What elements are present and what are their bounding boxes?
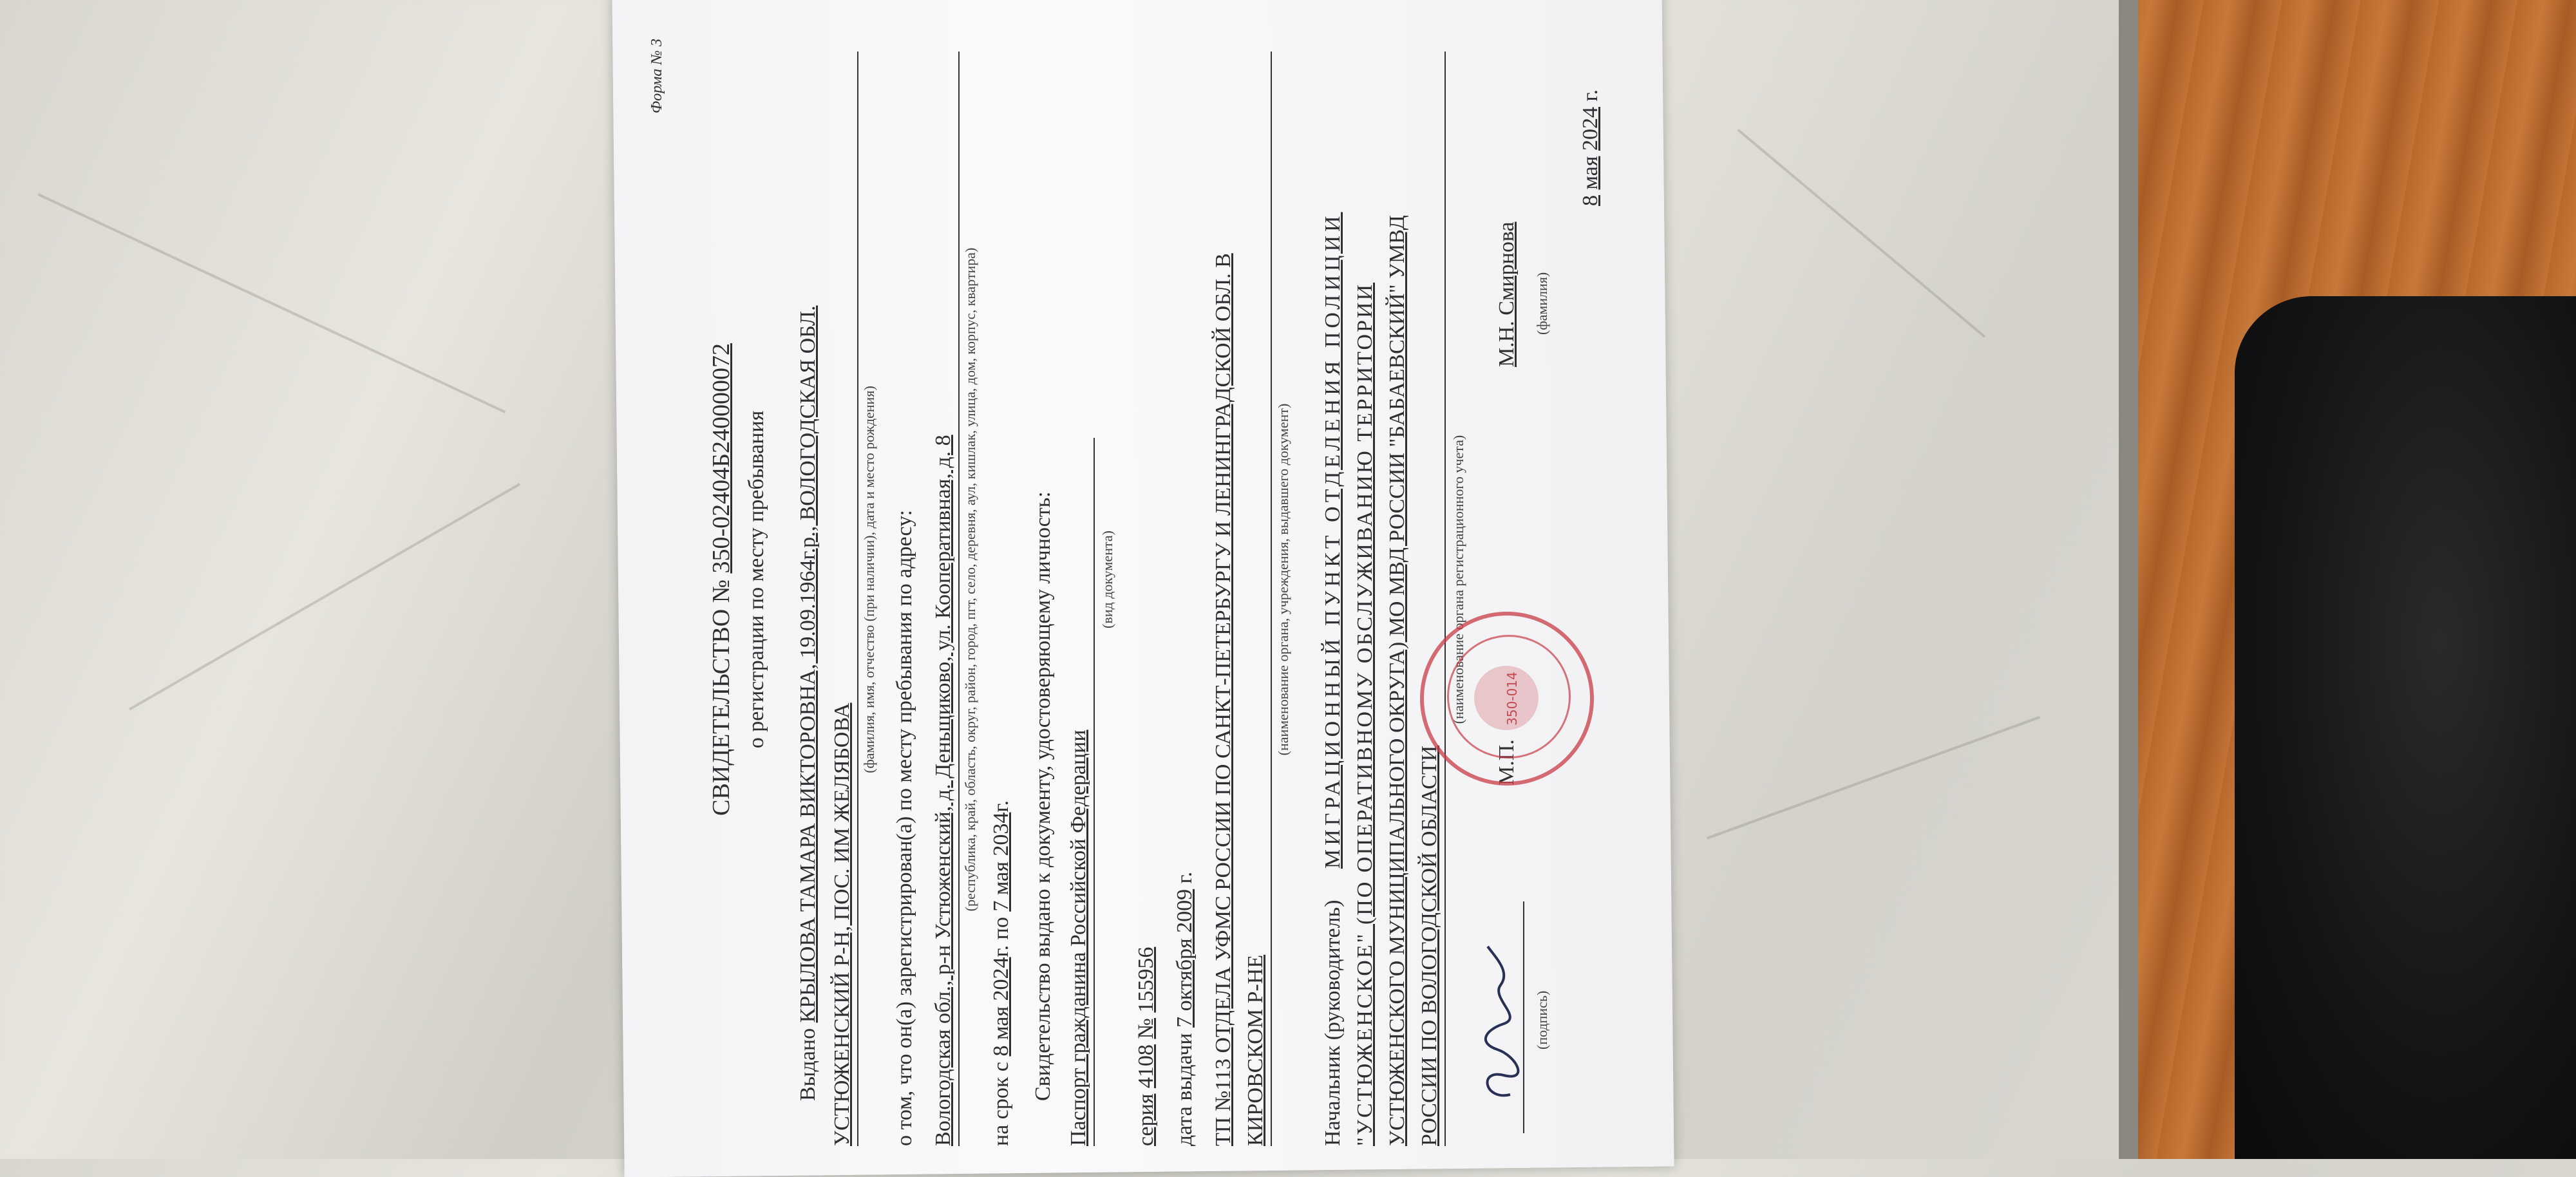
date-suffix: г. [1578, 89, 1602, 102]
official-stamp [1420, 612, 1594, 786]
date-year: 2024 [1578, 106, 1602, 151]
doc-title: СВИДЕТЕЛЬСТВО № [708, 579, 735, 816]
issue-date: 7 октября 2009 [1173, 889, 1197, 1028]
date-line [1575, 13, 1607, 206]
date-month: мая [1578, 156, 1602, 190]
period-from: 8 мая 2024 [989, 957, 1013, 1057]
head-line-3: УСТЮЖЕНСКОГО МУНИЦИПАЛЬНОГО ОКРУГА) МО МВД РОССИИ "БАБАЕВСКИЙ" УМВД [1385, 215, 1409, 1146]
number-label: № [1134, 1018, 1158, 1039]
address: Вологодская обл., р-н Устюженский, д. Деньщиково, ул. Кооперативная, д. 8 [931, 435, 955, 1146]
id-doc: Паспорт гражданина Российской Федерации [1066, 730, 1090, 1146]
date-day: 8 [1578, 195, 1602, 206]
table-edge [2119, 0, 2138, 1159]
period-suffix: г. [989, 800, 1013, 813]
person-hint: (фамилия, имя, отчество (при наличии), дата и место рождения) [861, 386, 877, 773]
marble-streak [129, 483, 520, 710]
registered-text: о том, что он(а) зарегистрирован(а) по месту пребывания по адресу: [893, 509, 916, 1146]
head-title: Начальник (руководитель) [1321, 899, 1345, 1146]
id-doc-hint: (вид документа) [1099, 531, 1115, 628]
issued-label: Выдано [796, 1028, 820, 1101]
stamp-text: 350-014 [1504, 672, 1520, 726]
issued-line [792, 13, 824, 1101]
title-line [705, 13, 737, 1146]
issuer-line-2: КИРОВСКОМ Р-НЕ [1244, 954, 1267, 1146]
issue-date-line [1169, 13, 1201, 1146]
birthplace: УСТЮЖЕНСКИЙ Р-Н, ПОС. ИМ ЖЕЛЯБОВА [830, 702, 854, 1146]
head-org-1: МИГРАЦИОННЫЙ ПУНКТ ОТДЕЛЕНИЯ ПОЛИЦИИ [1321, 212, 1345, 869]
head-hint: (наименование органа регистрационного учета) [1450, 435, 1466, 724]
period-prefix: на срок с [989, 1062, 1013, 1146]
issuer-line-1: ТП №113 ОТДЕЛА УФМС РОССИИ ПО САНКТ-ПЕТЕРБУРГУ И ЛЕНИНГРАДСКОЙ ОБЛ. В [1211, 253, 1235, 1146]
official-name: М.Н. Смирнова [1495, 221, 1519, 367]
issue-date-label: дата выдачи [1173, 1033, 1197, 1146]
address-hint: (республика, край, область, округ, район, город, пгт, село, деревня, аул, кишлак, улица, дом, корпус, квартира) [962, 247, 978, 912]
issuer-hint: (наименование органа, учреждения, выдавшего документ) [1275, 403, 1291, 756]
signature [1465, 940, 1530, 1107]
head-line-2: "УСТЮЖЕНСКОЕ" (ПО ОПЕРАТИВНОМУ ОБСЛУЖИВАНИЮ ТЕРРИТОРИИ [1353, 282, 1377, 1146]
dark-cloth [2235, 296, 2576, 1159]
surname-hint: (фамилия) [1534, 272, 1550, 335]
head-line-1 [1317, 13, 1349, 1146]
form-number: Форма № 3 [649, 39, 665, 114]
series-label: серия [1134, 1093, 1158, 1146]
period-to: 7 мая 2034 [989, 812, 1013, 912]
marble-streak [37, 193, 506, 413]
head-line-4: РОССИИ ПО ВОЛОГОДСКОЙ ОБЛАСТИ [1417, 745, 1441, 1146]
stamp-mp: М.П. [1495, 739, 1519, 786]
doc-number: 350-02404Б240000072 [708, 343, 735, 574]
doc-issued-text: Свидетельство выдано к документу, удостоверяющему личность: [1031, 491, 1055, 1101]
marble-streak [1707, 716, 2040, 840]
period-line [985, 13, 1018, 1146]
series-line [1130, 13, 1162, 1146]
doc-subtitle: о регистрации по месту пребывания [744, 410, 768, 749]
series-value: 4108 [1134, 1044, 1158, 1089]
issue-date-suffix: г. [1173, 871, 1197, 884]
passport-number: 155956 [1134, 946, 1158, 1013]
signature-hint: (подпись) [1534, 990, 1550, 1050]
period-mid: г. по [989, 917, 1013, 957]
marble-streak [1737, 129, 1985, 337]
person-name: КРЫЛОВА ТАМАРА ВИКТОРОВНА, 19.09.1964г.р., ВОЛОГОДСКАЯ ОБЛ. [796, 305, 820, 1023]
certificate [634, 13, 1652, 1146]
